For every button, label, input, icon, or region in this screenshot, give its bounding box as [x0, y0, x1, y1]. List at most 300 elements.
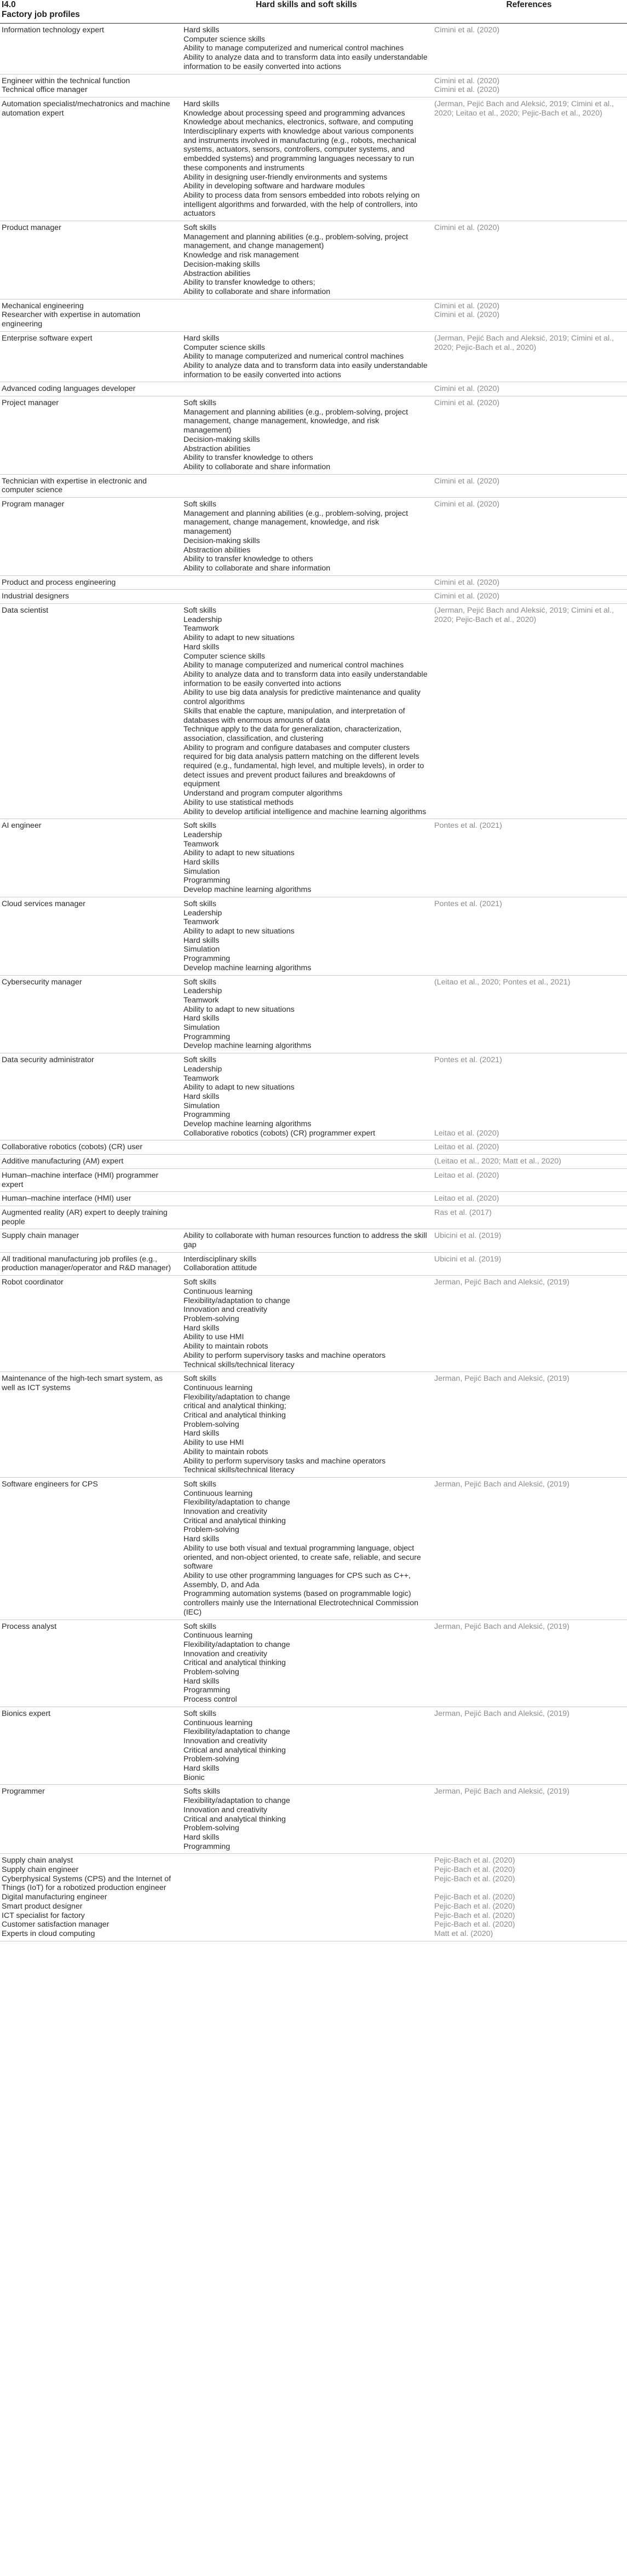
job-profile: Software engineers for CPS	[2, 1479, 98, 1489]
skill-item: critical and analytical thinking;	[183, 1402, 286, 1411]
job-profile-cell	[0, 1168, 182, 1191]
references-cell	[433, 604, 627, 819]
reference	[434, 1883, 623, 1893]
skill-item: Hard skills	[183, 1092, 220, 1101]
reference: Pejic-Bach et al. (2020)	[434, 1901, 515, 1911]
skill-item: Hard skills	[183, 26, 220, 34]
skill-item: Hard skills	[183, 858, 220, 867]
skill-item: Continuous learning	[183, 1631, 253, 1640]
header-references: References	[433, 0, 627, 24]
job-profile: All traditional manufacturing job profiles (e.g., production manager/operator and R&D manager)	[2, 1254, 171, 1273]
reference: (Jerman, Pejić Bach and Aleksić, 2019; Cimini et al., 2020; Pejic-Bach et al., 2020)	[434, 606, 614, 624]
skill-item: Continuous learning	[183, 1718, 253, 1727]
skill-item: Ability to collaborate and share information	[183, 462, 331, 471]
reference: Pejic-Bach et al. (2020)	[434, 1874, 515, 1883]
job-profile-cell	[0, 474, 182, 497]
skill-item: Soft skills	[183, 399, 216, 408]
reference: Matt et al. (2020)	[434, 1929, 493, 1938]
table-body	[0, 24, 627, 1941]
job-profile: Cyberphysical Systems (CPS) and the Internet of Things (IoT) for a robotized production engineer	[2, 1874, 171, 1893]
skill-item: Simulation	[183, 1023, 220, 1033]
skill-item: Hard skills	[183, 936, 220, 945]
job-profile-cell	[0, 1206, 182, 1229]
reference: Pontes et al. (2021)	[434, 821, 502, 831]
skill-item: Computer science skills	[183, 343, 266, 352]
skill-item: Soft skills	[183, 1056, 216, 1065]
table-row	[0, 1276, 627, 1372]
skill-item: Programming	[183, 1842, 231, 1851]
skill-item: Abstraction abilities	[183, 545, 251, 555]
skill-item: Soft skills	[183, 606, 216, 615]
table-row	[0, 474, 627, 497]
skill-item: Soft skills	[183, 500, 216, 509]
skill-item: Develop machine learning algorithms	[183, 885, 312, 895]
references-cell	[433, 1229, 627, 1252]
skill-item: Leadership	[183, 830, 222, 839]
skill-item: Technique apply to the data for generalization, characterization, association, classification, and clustering	[183, 725, 402, 743]
reference: Jerman, Pejić Bach and Aleksić, (2019)	[434, 1278, 570, 1287]
skills-cell	[182, 1620, 433, 1707]
job-profile-cell	[0, 1155, 182, 1169]
skill-item: Interdisciplinary skills	[183, 1254, 257, 1264]
skills-cell	[182, 1155, 433, 1169]
skill-item: Soft skills	[183, 899, 216, 908]
job-profile-cell	[0, 1252, 182, 1275]
reference	[434, 1110, 623, 1120]
skill-item: Leadership	[183, 987, 222, 996]
skill-item: Critical and analytical thinking	[183, 1658, 286, 1668]
skill-item: Management and planning abilities (e.g., problem-solving, project management, change management, knowledge, and risk management)	[183, 509, 409, 537]
reference: (Leitao et al., 2020; Matt et al., 2020)	[434, 1157, 561, 1166]
skills-cell	[182, 498, 433, 576]
job-profile: Customer satisfaction manager	[2, 1920, 110, 1929]
job-profile-cell	[0, 331, 182, 382]
reference: Cimini et al. (2020)	[434, 476, 500, 486]
job-profile: Data scientist	[2, 606, 49, 615]
skill-item: Flexibility/adaptation to change	[183, 1640, 290, 1649]
job-profile-cell	[0, 590, 182, 604]
job-profile-cell	[0, 1276, 182, 1372]
skills-cell	[182, 897, 433, 975]
job-profile: AI engineer	[2, 821, 42, 831]
table-row	[0, 975, 627, 1053]
skill-item: Ability to analyze data and to transform data into easily understandable information to be easily converted into actions	[183, 361, 428, 379]
skills-cell	[182, 1372, 433, 1478]
reference: Pejic-Bach et al. (2020)	[434, 1865, 515, 1875]
table-row	[0, 1707, 627, 1785]
job-profile: Augmented reality (AR) expert to deeply training people	[2, 1208, 168, 1226]
job-profile-cell	[0, 498, 182, 576]
reference: (Jerman, Pejić Bach and Aleksić, 2019; Cimini et al., 2020; Leitao et al., 2020; Pejic-Bach et al., 2020)	[434, 99, 614, 118]
reference	[434, 1083, 623, 1092]
skill-item: Ability in designing user-friendly environments and systems	[183, 172, 388, 182]
skills-cell	[182, 221, 433, 299]
skill-item: Teamwork	[183, 918, 219, 927]
skill-item: Ability to use HMI	[183, 1333, 244, 1342]
skills-cell	[182, 396, 433, 475]
skill-item: Hard skills	[183, 642, 220, 652]
skill-item: Ability to adapt to new situations	[183, 633, 295, 643]
skill-item: Leadership	[183, 908, 222, 918]
job-profile: Supply chain engineer	[2, 1865, 79, 1875]
reference: Cimini et al. (2020)	[434, 578, 500, 587]
skill-item: Ability to collaborate and share information	[183, 563, 331, 573]
skill-item: Skills that enable the capture, manipulation, and interpretation of databases with enormous amounts of data	[183, 706, 405, 725]
skills-cell	[182, 604, 433, 819]
job-profile: Project manager	[2, 399, 59, 408]
references-cell	[433, 1276, 627, 1372]
skill-item: Continuous learning	[183, 1383, 253, 1392]
reference: Cimini et al. (2020)	[434, 223, 500, 233]
skill-item: Ability to analyze data and to transform data into easily understandable information to be easily converted into actions	[183, 53, 428, 71]
reference: Leitao et al. (2020)	[434, 1194, 499, 1203]
skills-cell	[182, 24, 433, 74]
references-cell	[433, 331, 627, 382]
reference	[434, 1074, 623, 1084]
skill-item: Ability to use HMI	[183, 1438, 244, 1448]
skills-cell	[182, 975, 433, 1053]
skill-item: Continuous learning	[183, 1287, 253, 1296]
skills-cell	[182, 299, 433, 331]
skill-item: Programming automation systems (based on programmable logic) controllers mainly use the International Electrotechnical Commission (IEC)	[183, 1589, 418, 1617]
reference: Cimini et al. (2020)	[434, 310, 500, 320]
skill-item: Programming	[183, 876, 231, 885]
references-cell	[433, 396, 627, 475]
header-col1-line2: Factory job profiles	[2, 10, 80, 19]
skill-item: Bionic	[183, 1773, 205, 1782]
references-cell	[433, 498, 627, 576]
table-row	[0, 1785, 627, 1854]
job-profile: Industrial designers	[2, 592, 70, 601]
job-profile: Bionics expert	[2, 1709, 51, 1718]
skill-item: Decision-making skills	[183, 260, 260, 269]
skill-item: Computer science skills	[183, 652, 266, 661]
skill-item: Ability to analyze data and to transform data into easily understandable information to be easily converted into actions	[183, 670, 428, 688]
skill-item: Softs skills	[183, 1787, 221, 1796]
reference: Cimini et al. (2020)	[434, 399, 500, 408]
reference: Jerman, Pejić Bach and Aleksić, (2019)	[434, 1479, 570, 1489]
table-row	[0, 331, 627, 382]
skill-item: Process control	[183, 1695, 237, 1704]
skill-item: Innovation and creativity	[183, 1305, 268, 1315]
reference: Cimini et al. (2020)	[434, 76, 500, 85]
skill-item: Soft skills	[183, 1374, 216, 1384]
skills-cell	[182, 97, 433, 221]
skill-item: Problem-solving	[183, 1420, 239, 1429]
table-row	[0, 1140, 627, 1155]
table-row	[0, 24, 627, 74]
job-profile: Smart product designer	[2, 1901, 83, 1911]
skills-cell	[182, 474, 433, 497]
skill-item: Ability to collaborate and share information	[183, 287, 331, 296]
table-row	[0, 1477, 627, 1620]
skill-item: Critical and analytical thinking	[183, 1411, 286, 1420]
job-profile: Robot coordinator	[2, 1278, 64, 1287]
table-row	[0, 97, 627, 221]
job-profile: Programmer	[2, 1787, 45, 1796]
skills-cell	[182, 1168, 433, 1191]
skill-item: Hard skills	[183, 1429, 220, 1438]
table-row	[0, 604, 627, 819]
skill-item: Critical and analytical thinking	[183, 1516, 286, 1525]
references-cell	[433, 299, 627, 331]
job-profile-cell	[0, 1785, 182, 1854]
job-profile-cell	[0, 1372, 182, 1478]
skill-item: Innovation and creativity	[183, 1805, 268, 1814]
reference: Pejic-Bach et al. (2020)	[434, 1911, 515, 1920]
skill-item: Technical skills/technical literacy	[183, 1360, 295, 1369]
references-cell	[433, 1785, 627, 1854]
table-row	[0, 1155, 627, 1169]
skill-item: Ability to use big data analysis for predictive maintenance and quality control algorithms	[183, 688, 421, 707]
skill-item: Ability to develop artificial intelligence and machine learning algorithms	[183, 807, 427, 816]
reference: Cimini et al. (2020)	[434, 85, 500, 95]
job-profile: Experts in cloud computing	[2, 1929, 95, 1938]
references-cell	[433, 819, 627, 897]
skills-cell	[182, 1229, 433, 1252]
skill-item: Flexibility/adaptation to change	[183, 1392, 290, 1402]
job-profile-cell	[0, 1477, 182, 1620]
skill-item: Soft skills	[183, 223, 216, 233]
skill-item: Knowledge about mechanics, electronics, software, and computing	[183, 118, 413, 127]
table-row	[0, 897, 627, 975]
table-row	[0, 1053, 627, 1140]
reference: (Leitao et al., 2020; Pontes et al., 2021)	[434, 977, 571, 987]
reference: Cimini et al. (2020)	[434, 384, 500, 394]
reference: Leitao et al. (2020)	[434, 1143, 499, 1152]
references-cell	[433, 1206, 627, 1229]
skill-item: Problem-solving	[183, 1525, 239, 1535]
reference: Ubicini et al. (2019)	[434, 1254, 502, 1264]
skills-cell	[182, 382, 433, 396]
reference: Jerman, Pejić Bach and Aleksić, (2019)	[434, 1787, 570, 1796]
skill-item: Develop machine learning algorithms	[183, 963, 312, 972]
skill-item: Hard skills	[183, 1014, 220, 1023]
references-cell	[433, 1140, 627, 1155]
reference: Ras et al. (2017)	[434, 1208, 492, 1217]
job-profile-cell	[0, 382, 182, 396]
references-cell	[433, 897, 627, 975]
reference: Pontes et al. (2021)	[434, 1056, 502, 1065]
job-profile-cell	[0, 975, 182, 1053]
job-profile-cell	[0, 1229, 182, 1252]
table-row	[0, 1854, 627, 1941]
references-cell	[433, 474, 627, 497]
skills-cell	[182, 1785, 433, 1854]
job-profile-cell	[0, 1140, 182, 1155]
job-profile: Program manager	[2, 500, 65, 509]
reference: Ubicini et al. (2019)	[434, 1231, 502, 1241]
job-profile-cell	[0, 604, 182, 819]
references-cell	[433, 1053, 627, 1140]
skill-item: Ability to maintain robots	[183, 1447, 268, 1456]
skill-item: Flexibility/adaptation to change	[183, 1296, 290, 1305]
reference: Pejic-Bach et al. (2020)	[434, 1920, 515, 1929]
job-profile-cell	[0, 575, 182, 590]
table-header	[0, 0, 627, 24]
job-profile: Digital manufacturing engineer	[2, 1893, 107, 1902]
references-cell	[433, 1707, 627, 1785]
job-profile-cell	[0, 819, 182, 897]
job-profile: Human–machine interface (HMI) user	[2, 1194, 131, 1203]
job-profile-cell	[0, 1053, 182, 1140]
table-row	[0, 590, 627, 604]
skill-item: Computer science skills	[183, 34, 266, 44]
job-profile-cell	[0, 74, 182, 97]
job-profile: Maintenance of the high-tech smart system, as well as ICT systems	[2, 1374, 163, 1392]
skill-item: Problem-solving	[183, 1668, 239, 1677]
skill-item: Soft skills	[183, 1709, 216, 1718]
table-row	[0, 382, 627, 396]
references-cell	[433, 74, 627, 97]
table-row	[0, 1252, 627, 1275]
skill-item: Hard skills	[183, 1832, 220, 1842]
job-profile: Supply chain manager	[2, 1231, 79, 1241]
reference: Cimini et al. (2020)	[434, 500, 500, 509]
skill-item: Problem-solving	[183, 1755, 239, 1764]
skill-item: Abstraction abilities	[183, 444, 251, 453]
job-profile: Information technology expert	[2, 26, 104, 34]
job-profile: Supply chain analyst	[2, 1856, 73, 1865]
skill-item: Ability to use both visual and textual programming language, object oriented, and non-object oriented, to create safe, reliable, and secure software	[183, 1543, 421, 1571]
skill-item: Technical skills/technical literacy	[183, 1466, 295, 1475]
job-profile: Process analyst	[2, 1622, 57, 1631]
skill-item: Interdisciplinary experts with knowledge about various components and instruments involved in manufacturing (e.g., robots, mechanical systems, actuators, sensors, controllers, computer systems, and embedded systems) and programming languages necessary to run these components and instruments	[183, 127, 417, 172]
references-cell	[433, 221, 627, 299]
table-row	[0, 1372, 627, 1478]
skills-cell	[182, 331, 433, 382]
skills-cell	[182, 1276, 433, 1372]
job-profile-cell	[0, 1707, 182, 1785]
skill-item: Ability to manage computerized and numerical control machines	[183, 661, 404, 670]
skill-item: Ability to collaborate with human resources function to address the skill gap	[183, 1231, 427, 1250]
skill-item: Ability to transfer knowledge to others;	[183, 278, 315, 287]
header-skills: Hard skills and soft skills	[182, 0, 433, 24]
skill-item: Ability to adapt to new situations	[183, 849, 295, 858]
references-cell	[433, 1477, 627, 1620]
job-profile-cell	[0, 24, 182, 74]
references-cell	[433, 97, 627, 221]
skill-item: Knowledge about processing speed and programming advances	[183, 108, 405, 118]
reference: Pejic-Bach et al. (2020)	[434, 1893, 515, 1902]
job-profile: Mechanical engineering	[2, 301, 84, 310]
reference: Leitao et al. (2020)	[434, 1128, 499, 1138]
reference: Cimini et al. (2020)	[434, 26, 500, 34]
skill-item: Understand and program computer algorithms	[183, 789, 343, 798]
skill-item: Knowledge and risk management	[183, 251, 299, 260]
skill-item: Soft skills	[183, 1278, 216, 1287]
job-profile: Technician with expertise in electronic and computer science	[2, 476, 147, 495]
references-cell	[433, 1192, 627, 1206]
job-profile-cell	[0, 1620, 182, 1707]
skills-cell	[182, 1854, 433, 1941]
references-cell	[433, 975, 627, 1053]
skill-item: Ability to process data from sensors embedded into robots relying on intelligent algorithms and forwarded, with the help of controllers, into actuators	[183, 191, 420, 218]
skill-item: Critical and analytical thinking	[183, 1814, 286, 1824]
skill-item: Flexibility/adaptation to change	[183, 1498, 290, 1507]
job-profile-cell	[0, 97, 182, 221]
skill-item: Continuous learning	[183, 1489, 253, 1498]
skill-item: Ability to use statistical methods	[183, 798, 294, 807]
table-row	[0, 1229, 627, 1252]
reference: Cimini et al. (2020)	[434, 301, 500, 310]
job-profile-cell	[0, 1854, 182, 1941]
skill-item: Ability to adapt to new situations	[183, 1083, 295, 1092]
skill-item: Hard skills	[183, 99, 220, 108]
skill-item: Management and planning abilities (e.g., problem-solving, project management, and change management)	[183, 232, 409, 251]
skills-cell	[182, 1707, 433, 1785]
job-profile: Technical office manager	[2, 85, 88, 95]
header-col1-line1: I4.0	[2, 0, 16, 9]
skill-item: Flexibility/adaptation to change	[183, 1796, 290, 1806]
skill-item: Programming	[183, 1110, 231, 1120]
skill-item: Hard skills	[183, 1676, 220, 1686]
reference: Leitao et al. (2020)	[434, 1171, 499, 1180]
references-cell	[433, 24, 627, 74]
skills-cell	[182, 1206, 433, 1229]
table-row	[0, 299, 627, 331]
skill-item: Collaborative robotics (cobots) (CR) programmer expert	[183, 1128, 376, 1138]
skill-item: Simulation	[183, 945, 220, 954]
skill-item: Teamwork	[183, 1074, 219, 1083]
skill-item: Innovation and creativity	[183, 1649, 268, 1658]
skill-item: Abstraction abilities	[183, 269, 251, 278]
job-profile-cell	[0, 1192, 182, 1206]
table-row	[0, 1192, 627, 1206]
job-profile: Data security administrator	[2, 1056, 94, 1065]
reference: Jerman, Pejić Bach and Aleksić, (2019)	[434, 1709, 570, 1718]
skill-item: Problem-solving	[183, 1824, 239, 1833]
table-row	[0, 1168, 627, 1191]
reference	[434, 1092, 623, 1102]
skill-item: Leadership	[183, 1064, 222, 1074]
skills-cell	[182, 819, 433, 897]
skill-item: Ability to adapt to new situations	[183, 926, 295, 936]
references-cell	[433, 1854, 627, 1941]
job-profile: Human–machine interface (HMI) programmer expert	[2, 1171, 159, 1189]
skill-item: Develop machine learning algorithms	[183, 1120, 312, 1129]
job-profile: Collaborative robotics (cobots) (CR) user	[2, 1143, 143, 1152]
skill-item: Innovation and creativity	[183, 1507, 268, 1517]
skill-item: Teamwork	[183, 624, 219, 633]
skills-cell	[182, 1053, 433, 1140]
skill-item: Ability to transfer knowledge to others	[183, 555, 313, 564]
skill-item: Soft skills	[183, 1622, 216, 1631]
skill-item: Simulation	[183, 1101, 220, 1110]
skill-item: Soft skills	[183, 977, 216, 987]
skill-item: Management and planning abilities (e.g., problem-solving, project management, change management, knowledge, and risk management)	[183, 407, 409, 435]
skill-item: Soft skills	[183, 821, 216, 831]
table-row	[0, 221, 627, 299]
skills-cell	[182, 575, 433, 590]
skill-item: Ability to program and configure databases and computer clusters required for big data analysis pattern matching on the different levels required (e.g., fundamental, high level, and multiple levels), in order to detect issues and prevent product failures and breakdowns of equipment	[183, 743, 424, 789]
skills-cell	[182, 1140, 433, 1155]
skill-item: Innovation and creativity	[183, 1736, 268, 1745]
skill-item: Critical and analytical thinking	[183, 1745, 286, 1755]
skill-item: Simulation	[183, 867, 220, 876]
skill-item: Decision-making skills	[183, 435, 260, 444]
skills-cell	[182, 1252, 433, 1275]
job-profile: Enterprise software expert	[2, 333, 93, 343]
reference: Pejic-Bach et al. (2020)	[434, 1856, 515, 1865]
reference: Cimini et al. (2020)	[434, 592, 500, 601]
table-row	[0, 1620, 627, 1707]
skill-item: Programming	[183, 1686, 231, 1695]
references-cell	[433, 382, 627, 396]
skills-cell	[182, 1477, 433, 1620]
skills-cell	[182, 1192, 433, 1206]
reference: Jerman, Pejić Bach and Aleksić, (2019)	[434, 1374, 570, 1384]
